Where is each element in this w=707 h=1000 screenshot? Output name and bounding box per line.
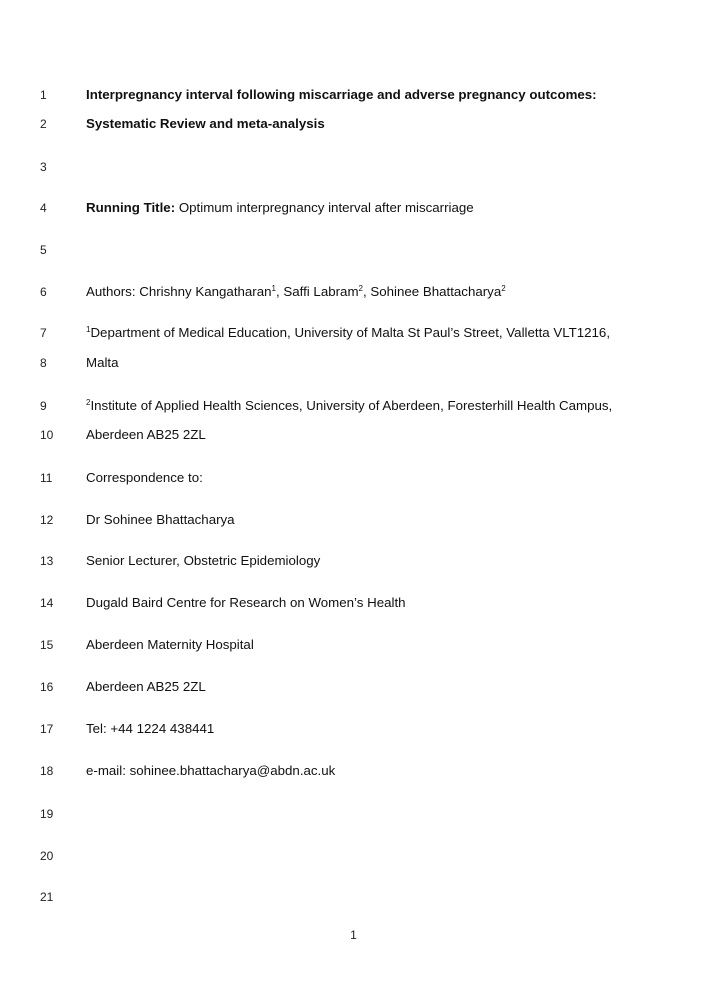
affiliation-mark: 1 [271,284,276,293]
author-2: , Saffi Labram [275,284,359,299]
blank-line [0,804,707,824]
line-number: 2 [40,117,47,131]
correspondence-tel-line [0,719,707,739]
correspondence-heading: Correspondence to: [86,470,203,485]
line-number: 4 [40,201,47,215]
affiliation-2-text: Institute of Applied Health Sciences, University of Aberdeen, Foresterhill Health Campus, [90,398,613,413]
paper-title: Interpregnancy interval following miscarriage and adverse pregnancy outcomes: [86,87,597,102]
correspondence-centre-line [0,593,707,613]
running-title [86,198,474,218]
blank-line [0,887,707,907]
line-number: 6 [40,285,47,299]
line-number: 16 [40,680,54,694]
line-number: 21 [40,890,54,904]
correspondence-email: e-mail: sohinee.bhattacharya@abdn.ac.uk [86,763,336,778]
blank-line [0,157,707,177]
running-title-label: Running Title: [86,200,176,215]
line-number: 13 [40,554,54,568]
correspondence-role: Senior Lecturer, Obstetric Epidemiology [86,553,321,568]
line-number: 9 [40,399,47,413]
correspondence-hospital: Aberdeen Maternity Hospital [86,637,254,652]
line-number: 15 [40,638,54,652]
authors-line [0,282,707,302]
line-number: 1 [40,88,47,102]
authors [86,282,506,302]
correspondence-name: Dr Sohinee Bhattacharya [86,512,235,527]
line-number: 5 [40,243,47,257]
line-number: 8 [40,356,47,370]
correspondence-address-line [0,677,707,697]
line-number: 7 [40,326,47,340]
affiliation-mark: 2 [358,284,363,293]
running-title-line [0,198,707,218]
correspondence-name-line [0,510,707,530]
affiliation-2 [86,396,612,416]
affiliation-1-country: Malta [86,355,119,370]
blank-line [0,240,707,260]
correspondence-email-line [0,761,707,781]
line-number: 12 [40,513,54,527]
line-number: 11 [40,471,53,485]
correspondence-heading-line [0,468,707,488]
affiliation-mark: 2 [86,398,91,407]
affiliation-2-cont [0,425,707,445]
page-number: 1 [350,928,357,942]
correspondence-address: Aberdeen AB25 2ZL [86,679,206,694]
blank-line [0,846,707,866]
affiliation-1-cont [0,353,707,373]
line-number: 10 [40,428,54,442]
affiliation-1-text: Department of Medical Education, University of Malta St Paul’s Street, Valletta VLT1216, [90,325,611,340]
affiliation-1 [86,323,610,343]
correspondence-centre: Dugald Baird Centre for Research on Women’s Health [86,595,406,610]
line-number: 17 [40,722,54,736]
author-3: , Sohinee Bhattacharya [362,284,502,299]
affiliation-2-line [0,396,707,416]
line-number: 14 [40,596,54,610]
correspondence-role-line [0,551,707,571]
line-number: 20 [40,849,54,863]
affiliation-2-address: Aberdeen AB25 2ZL [86,427,206,442]
line-number: 18 [40,764,54,778]
correspondence-hospital-line [0,635,707,655]
running-title-text: Optimum interpregnancy interval after miscarriage [175,200,474,215]
line-number: 3 [40,160,47,174]
line-number: 19 [40,807,54,821]
author-1: Authors: Chrishny Kangatharan [86,284,272,299]
affiliation-1-line [0,323,707,343]
affiliation-mark: 1 [86,325,91,334]
title-line-1 [0,85,707,105]
correspondence-tel: Tel: +44 1224 438441 [86,721,215,736]
paper-subtitle: Systematic Review and meta-analysis [86,116,325,131]
affiliation-mark: 2 [501,284,506,293]
title-line-2 [0,114,707,134]
